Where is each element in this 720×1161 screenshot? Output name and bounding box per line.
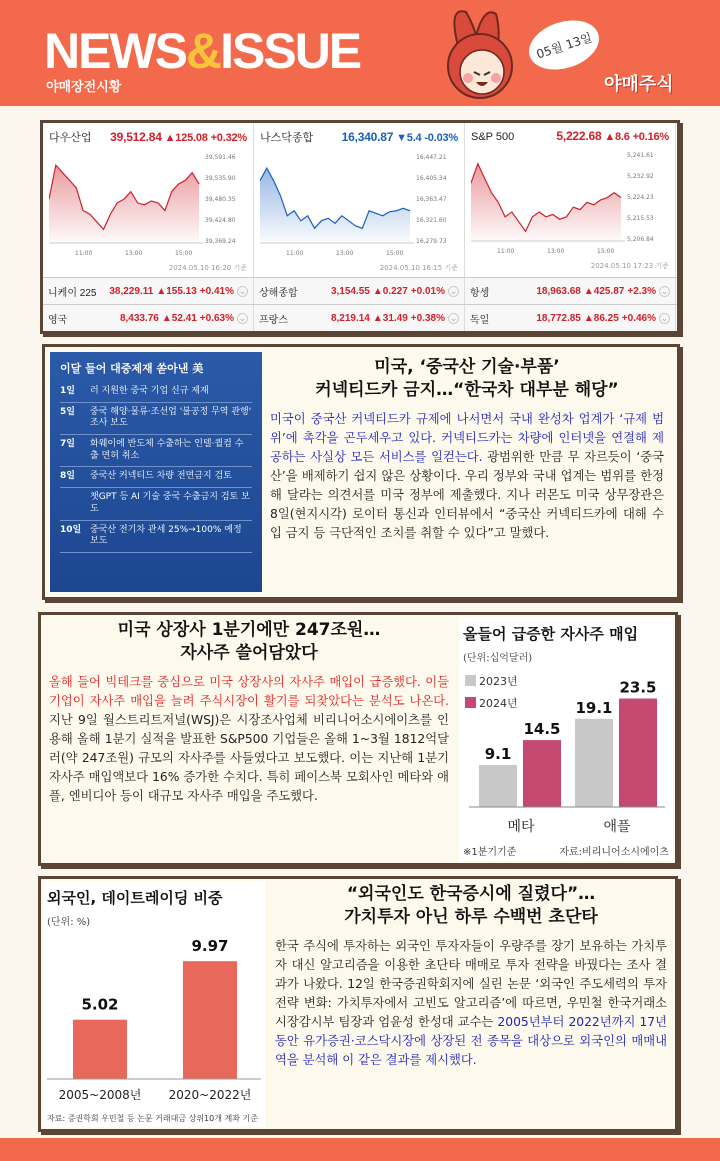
expand-icon[interactable]: ⌄ xyxy=(660,312,669,323)
chart-title: 올들어 급증한 자사주 매입 xyxy=(463,625,639,643)
buyback-chart xyxy=(459,617,673,861)
news-issue-logo: NEWS&ISSUE xyxy=(44,23,361,79)
bar xyxy=(619,699,657,807)
x-tick-label: 13:00 xyxy=(547,248,565,255)
index-values: 5,222.68 ▲8.6 +0.16% xyxy=(556,129,669,143)
market-card xyxy=(43,123,254,277)
market-row xyxy=(43,304,677,331)
chart-unit: (단위: %) xyxy=(47,917,91,928)
article-body: 미국이 중국산 커넥티드카 규제에 나서면서 국내 완성차 업계가 ‘규제 범위’에 촉각을 곤두세우고 있다. 커넥티드카는 차량에 인터넷을 연결해 제공하는 사실상 모든 서비스를 일컫는다. 광범위한 만큼 무 자르듯이 ‘중국산’을 배제하기 쉽지 않은 상황이다. 우리 정부와 국내 업계는 범위를 한정해 달라는 의견서를 미국 정부에 제출했다. 지나 러몬도 미국 상무장관은 8일(현지시각) 로이터 통신과 인터뷰에서 “중국산 커넥티드카에 대해 수입 금지 등 극단적인 조치를 취할 수 있다”고 말했다. xyxy=(270,411,664,541)
index-name: S&P 500 xyxy=(471,131,515,143)
x-tick-label: 메타 xyxy=(507,819,535,835)
legend-swatch xyxy=(465,675,476,686)
sanctions-timeline xyxy=(50,352,262,592)
date-bubble: 05월 13일 xyxy=(523,12,606,78)
index-name: 나스닥종합 xyxy=(260,132,314,144)
article-daytrading xyxy=(38,876,678,1132)
y-tick-label: 39,424.80 xyxy=(205,217,236,224)
bar xyxy=(183,961,237,1079)
timeline-event: 1일 러 지원한 중국 기업 신규 제재 xyxy=(60,382,252,403)
market-cell: 영국 8,433.76 ▲52.41 +0.63% ⌄ xyxy=(43,305,254,331)
x-tick-label: 15:00 xyxy=(597,248,615,255)
market-cell: 프랑스 8,219.14 ▲31.49 +0.38% ⌄ xyxy=(254,305,465,331)
bar xyxy=(73,1020,127,1079)
y-tick-label: 5,224.23 xyxy=(627,194,654,201)
timestamp: 2024.05.10 17:23 기준 xyxy=(590,262,669,270)
headline: “외국인도 한국증시에 질렸다”… 가치투자 아닌 하루 수백번 초단타 xyxy=(344,884,598,927)
market-cell: 니케이 225 38,229.11 ▲155.13 +0.41% ⌄ xyxy=(43,278,254,304)
sparkline-chart xyxy=(260,149,458,261)
y-tick-label: 39,591.46 xyxy=(205,154,236,161)
sparkline-area xyxy=(471,164,621,241)
market-card xyxy=(465,123,676,277)
x-tick-label: 11:00 xyxy=(75,250,93,257)
expand-icon[interactable]: ⌄ xyxy=(660,285,669,296)
sparkline-chart xyxy=(49,149,247,261)
sparkline-chart xyxy=(471,147,669,259)
data-label: 14.5 xyxy=(523,720,561,739)
timestamp: 2024.05.10 16:15 기준 xyxy=(379,264,458,272)
sparkline-area xyxy=(260,168,410,243)
expand-icon[interactable]: ⌄ xyxy=(449,312,458,323)
buyback-bar-chart xyxy=(459,617,673,861)
x-tick-label: 15:00 xyxy=(175,250,193,257)
timeline-event: 챗GPT 등 AI 기술 중국 수출금지 검토 보도 xyxy=(60,488,252,520)
timeline-event: 10일 중국산 전기차 관세 25%→100% 예정 보도 xyxy=(60,521,252,553)
chart-source: 자료:비리니어소시에이츠 xyxy=(559,847,669,858)
article-buyback xyxy=(38,612,678,866)
data-label: 19.1 xyxy=(575,698,613,717)
y-tick-label: 39,535.90 xyxy=(205,175,236,182)
legend-swatch xyxy=(465,697,476,708)
market-cell: 독일 18,772.85 ▲86.25 +0.46% ⌄ xyxy=(465,305,676,331)
market-cell: 상해종합 3,154.55 ▲0.227 +0.01% ⌄ xyxy=(254,278,465,304)
chart-unit: (단위:십억달러) xyxy=(463,653,533,664)
timeline-event: 7일 화웨이에 반도체 수출하는 인텔·퀄컴 수출 면허 취소 xyxy=(60,435,252,467)
x-tick-label: 11:00 xyxy=(497,248,515,255)
index-name: 다우산업 xyxy=(49,132,92,144)
y-tick-label: 5,232.92 xyxy=(627,173,654,180)
daytrading-chart xyxy=(43,881,265,1127)
article-us-connected-car xyxy=(42,344,680,600)
expand-icon[interactable]: ⌄ xyxy=(449,285,458,296)
timeline-event: 5일 중국 해양·물류·조선업 '불공정 무역 관행' 조사 보도 xyxy=(60,403,252,435)
y-tick-label: 16,279.73 xyxy=(416,238,447,245)
market-row xyxy=(43,277,677,304)
mascot-icon xyxy=(438,6,528,106)
y-tick-label: 5,215.53 xyxy=(627,215,654,222)
timeline-event: 8일 중국산 커넥티드 차량 전면금지 검토 xyxy=(60,467,252,488)
y-tick-label: 16,321.60 xyxy=(416,217,447,224)
index-values: 39,512.84 ▲125.08 +0.32% xyxy=(110,130,247,144)
market-panel xyxy=(40,120,680,334)
y-tick-label: 39,369.24 xyxy=(205,238,236,245)
x-tick-label: 2005~2008년 xyxy=(58,1088,142,1102)
data-label: 23.5 xyxy=(619,678,657,697)
header-banner xyxy=(0,0,720,106)
legend-label: 2024년 xyxy=(479,697,518,710)
data-label: 9.97 xyxy=(191,937,229,956)
headline: 미국, ‘중국산 기술·부품’ 커넥티드카 금지…“한국차 대부분 해당” xyxy=(315,357,619,400)
data-label: 5.02 xyxy=(81,995,119,1014)
headline: 미국 상장사 1분기에만 247조원… 자사주 쓸어담았다 xyxy=(117,620,381,663)
expand-icon[interactable]: ⌄ xyxy=(238,285,247,296)
timestamp: 2024.05.10 16:20 기준 xyxy=(168,264,247,272)
sparkline-area xyxy=(49,165,199,243)
bar xyxy=(575,719,613,807)
y-tick-label: 39,480.35 xyxy=(205,196,236,203)
article-body: 올해 들어 빅테크를 중심으로 미국 상장사의 자사주 매입이 급증했다. 이들 기업이 자사주 매입을 늘려 주식시장이 활기를 되찾았다는 분석도 나온다. 지난 9일 월스트리트저널(WSJ)은 시장조사업체 비리니어소시에이츠를 인용해 올해 1분기 실적을 발표한 S&P500 기업들은 올해 1~3월 1812억달러(약 247조원) 규모의 자사주를 사들였다고 보도했다. 이는 지난해 1분기 자사주 매입액보다 16% 증가한 수치다. 특히 페이스북 모회사인 메타와 애플, 엔비디아 등이 대규모 자사주 매입을 주도했다. xyxy=(49,674,449,804)
x-tick-label: 13:00 xyxy=(336,250,354,257)
timeline-title: 이달 들어 대중제재 쏟아낸 美 xyxy=(60,362,204,375)
bar xyxy=(479,765,517,807)
bar xyxy=(523,740,561,807)
y-tick-label: 5,241.61 xyxy=(627,152,654,159)
daytrading-bar-chart xyxy=(43,881,265,1127)
expand-icon[interactable]: ⌄ xyxy=(238,312,247,323)
brand-logo: 야매주식 xyxy=(604,74,674,95)
y-tick-label: 16,405.34 xyxy=(416,175,447,182)
chart-title: 외국인, 데이트레이딩 비중 xyxy=(47,889,223,907)
x-tick-label: 11:00 xyxy=(286,250,304,257)
index-values: 16,340.87 ▼5.4 -0.03% xyxy=(341,130,458,144)
market-card xyxy=(254,123,465,277)
x-tick-label: 애플 xyxy=(603,819,631,835)
footer-bar xyxy=(0,1138,720,1161)
y-tick-label: 5,206.84 xyxy=(627,236,654,243)
subtitle: 야매장전시황 xyxy=(46,80,122,95)
data-label: 9.1 xyxy=(484,745,512,763)
legend-label: 2023년 xyxy=(479,675,518,688)
chart-note: ※1분기기준 xyxy=(463,847,517,858)
x-tick-label: 15:00 xyxy=(386,250,404,257)
market-cell: 항셍 18,963.68 ▲425.87 +2.3% ⌄ xyxy=(465,278,676,304)
x-tick-label: 2020~2022년 xyxy=(168,1088,252,1102)
y-tick-label: 16,363.47 xyxy=(416,196,447,203)
x-tick-label: 13:00 xyxy=(125,250,143,257)
article-body: 한국 주식에 투자하는 외국인 투자자들이 우량주를 장기 보유하는 가치투자 대신 알고리즘을 이용한 초단타 매매로 투자 전략을 바꿨다는 조사 결과가 나왔다. 12일 한국증권학회지에 실린 논문 ‘외국인 주도세력의 투자전략 변화: 가치투자에서 고빈도 알고리즘’에 따르면, 우민철 한국거래소 시장감시부 팀장과 엄윤성 한성대 교수는 2005년부터 2022년까지 17년 동안 유가증권·코스닥시장에 상장된 전 종목을 대상으로 외국인의 매매내역을 분석해 이 같은 결과를 제시했다. xyxy=(275,938,667,1068)
y-tick-label: 16,447.21 xyxy=(416,154,447,161)
chart-source: 자료: 증권학회 우민철 등 논문 거래대금 상위10개 계좌 기준 xyxy=(47,1114,258,1123)
